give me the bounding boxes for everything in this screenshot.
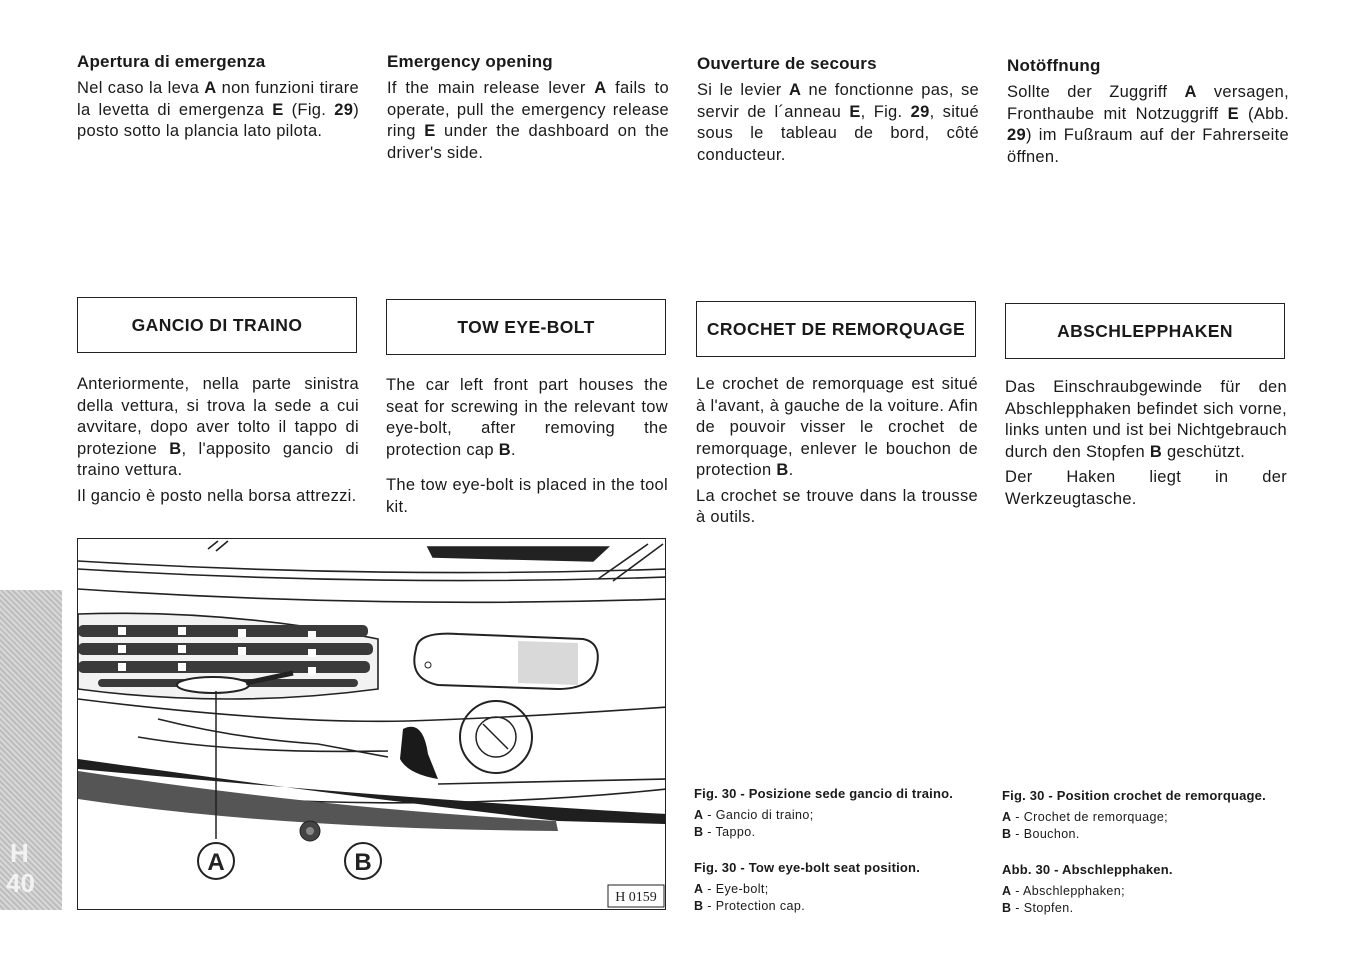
figure-ref-code: H 0159 <box>615 890 657 905</box>
caption-de-title: Abb. 30 - Abschlepphaken. <box>1002 862 1173 877</box>
tow-it-p2: Il gancio è posto nella borsa attrezzi. <box>77 486 357 505</box>
section-it-emergency <box>77 52 359 143</box>
caption-de <box>1002 862 1292 917</box>
caption-fr-title: Fig. 30 - Position crochet de remorquage. <box>1002 788 1266 803</box>
caption-fr-a: A - Crochet de remorquage; <box>1002 810 1169 824</box>
caption-en <box>694 860 984 915</box>
heading-fr: Ouverture de secours <box>697 54 877 73</box>
heading-de: Notöffnung <box>1007 56 1101 75</box>
caption-it-title: Fig. 30 - Posizione sede gancio di traino. <box>694 786 954 801</box>
section-en-emergency <box>387 52 669 164</box>
box-title-en: TOW EYE-BOLT <box>386 299 666 355</box>
paragraph-fr: Si le levier A ne fonctionne pas, se servir de l´anneau E, Fig. 29, situé sous le tableau de bord, côté conducteur. <box>697 81 980 164</box>
caption-fr <box>1002 788 1292 843</box>
box-title-fr: CROCHET DE REMORQUAGE <box>696 301 976 357</box>
page-number: 40 <box>6 868 35 898</box>
caption-en-title: Fig. 30 - Tow eye-bolt seat position. <box>694 860 921 875</box>
tow-en-p1: The car left front part houses the seat for screwing in the relevant tow eye-bolt, after removing the protection cap B. <box>386 376 668 459</box>
caption-de-b: B - Stopfen. <box>1002 901 1074 915</box>
paragraph-it: Nel caso la leva A non funzioni tirare la levetta di emergenza E (Fig. 29) posto sotto la plancia lato pilota. <box>77 79 359 140</box>
caption-it-a: A - Gancio di traino; <box>694 808 814 822</box>
box-title-it: GANCIO DI TRAINO <box>77 297 357 353</box>
tow-en <box>386 375 668 518</box>
caption-en-b: B - Protection cap. <box>694 899 806 913</box>
section-letter: H <box>10 838 29 868</box>
section-de-emergency <box>1007 56 1289 168</box>
car-front-illustration <box>78 539 666 910</box>
caption-fr-b: B - Bouchon. <box>1002 827 1080 841</box>
caption-it-b: B - Tappo. <box>694 825 756 839</box>
heading-en: Emergency opening <box>387 52 553 71</box>
figure-tow-eye-bolt <box>77 538 666 910</box>
figure-label-a: A <box>207 849 225 876</box>
tow-fr <box>696 374 978 529</box>
caption-it <box>694 786 984 841</box>
tow-de-p1: Das Einschraubgewinde für den Abschlepphaken befindet sich vorne, links unten und ist bei Nichtgebrauch durch den Stopfen B geschützt. <box>1005 378 1287 461</box>
tow-fr-p2: La crochet se trouve dans la trousse à outils. <box>696 486 978 526</box>
caption-en-a: A - Eye-bolt; <box>694 882 769 896</box>
tow-de <box>1005 377 1287 510</box>
paragraph-en: If the main release lever A fails to operate, pull the emergency release ring E under the dashboard on the driver's side. <box>387 79 669 162</box>
caption-de-a: A - Abschlepphaken; <box>1002 884 1125 898</box>
section-fr-emergency <box>697 54 979 166</box>
paragraph-de: Sollte der Zuggriff A versagen, Fronthaube mit Notzuggriff E (Abb. 29) im Fußraum auf der Fahrerseite öffnen. <box>1007 83 1290 166</box>
box-title-de: ABSCHLEPPHAKEN <box>1005 303 1285 359</box>
heading-it: Apertura di emergenza <box>77 52 266 71</box>
tow-de-p2: Der Haken liegt in der Werkzeugtasche. <box>1005 468 1287 508</box>
tow-it <box>77 374 359 507</box>
tow-it-p1: Anteriormente, nella parte sinistra della vettura, si trova la sede a cui avvitare, dopo aver tolto il tappo di protezione B, l'apposito gancio di traino vettura. <box>77 375 359 479</box>
tow-fr-p1: Le crochet de remorquage est situé à l'avant, à gauche de la voiture. Afin de pouvoir visser le crochet de remorquage, enlever le bouchon de protection B. <box>696 375 978 479</box>
tow-en-p2: The tow eye-bolt is placed in the tool kit. <box>386 476 668 516</box>
figure-label-b: B <box>354 849 372 876</box>
